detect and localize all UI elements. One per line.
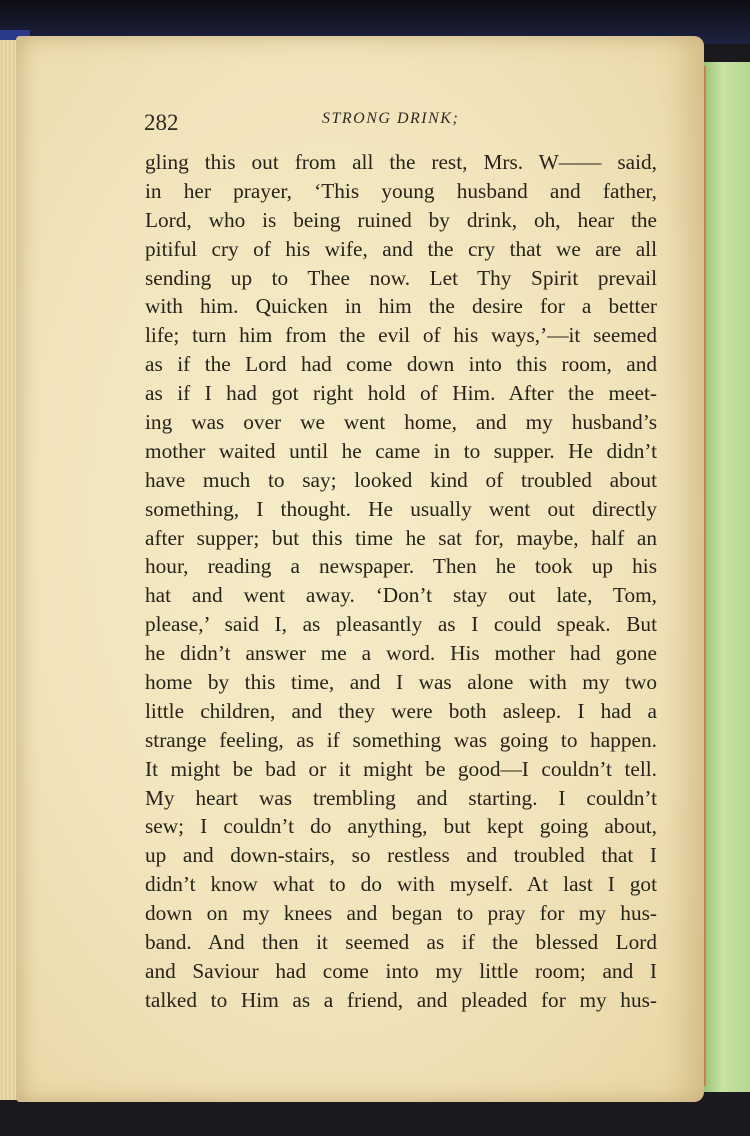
text-line: gling this out from all the rest, Mrs. W—— said, bbox=[145, 150, 657, 174]
text-line: sending up to Thee now. Let Thy Spirit prevail bbox=[145, 265, 657, 290]
text-line: as if I had got right hold of Him. After the meet- bbox=[145, 381, 657, 406]
page-number: 282 bbox=[144, 110, 179, 135]
text-line: Lord, who is being ruined by drink, oh, hear the bbox=[145, 207, 657, 232]
text-line: mother waited until he came in to supper. He didn’t bbox=[145, 438, 657, 463]
text-line: hour, reading a newspaper. Then he took up his bbox=[145, 554, 657, 579]
text-line: band. And then it seemed as if the blessed Lord bbox=[145, 930, 657, 955]
body-text bbox=[145, 148, 657, 1015]
text-line: he didn’t answer me a word. His mother had gone bbox=[145, 641, 657, 666]
text-line: after supper; but this time he sat for, maybe, half an bbox=[145, 525, 657, 550]
text-line: something, I thought. He usually went out directly bbox=[145, 496, 657, 521]
text-line: It might be bad or it might be good—I couldn’t tell. bbox=[145, 756, 657, 781]
running-head: STRONG DRINK; bbox=[322, 110, 460, 127]
text-line: ing was over we went home, and my husband’s bbox=[145, 410, 657, 435]
book-side-edge bbox=[704, 62, 750, 1092]
text-line: didn’t know what to do with myself. At last I got bbox=[145, 872, 657, 897]
text-line: down on my knees and began to pray for my hus- bbox=[145, 901, 657, 926]
text-line: with him. Quicken in him the desire for a better bbox=[145, 294, 657, 319]
text-line: and Saviour had come into my little room; and I bbox=[145, 958, 657, 983]
text-line: life; turn him from the evil of his ways,’—it seemed bbox=[145, 323, 657, 348]
text-line: strange feeling, as if something was going to happen. bbox=[145, 727, 657, 752]
text-line: home by this time, and I was alone with my two bbox=[145, 670, 657, 695]
text-line: My heart was trembling and starting. I couldn’t bbox=[145, 785, 657, 810]
text-line: pitiful cry of his wife, and the cry that we are all bbox=[145, 236, 657, 261]
text-line: in her prayer, ‘This young husband and father, bbox=[145, 178, 657, 203]
text-line: as if the Lord had come down into this room, and bbox=[145, 352, 657, 377]
text-line: sew; I couldn’t do anything, but kept going about, bbox=[145, 814, 657, 839]
text-line: talked to Him as a friend, and pleaded for my hus- bbox=[145, 987, 657, 1012]
text-line: up and down-stairs, so restless and troubled that I bbox=[145, 843, 657, 868]
text-line: hat and went away. ‘Don’t stay out late, Tom, bbox=[145, 583, 657, 608]
text-line: little children, and they were both asleep. I had a bbox=[145, 698, 657, 723]
text-line: please,’ said I, as pleasantly as I could speak. But bbox=[145, 612, 657, 637]
text-line: have much to say; looked kind of troubled about bbox=[145, 467, 657, 492]
